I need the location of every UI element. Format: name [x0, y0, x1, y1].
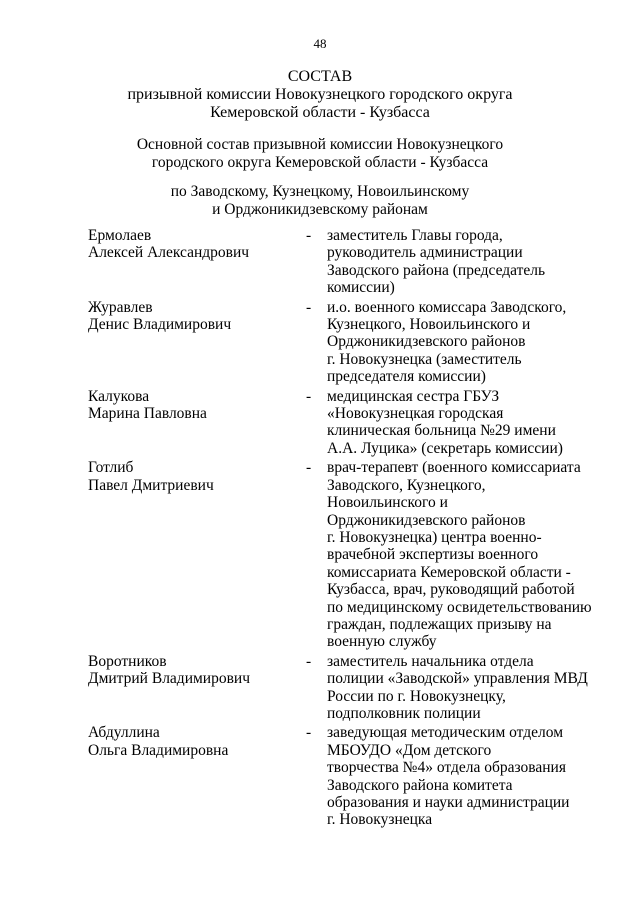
- member-role-line: руководитель администрации: [327, 244, 523, 262]
- member-name: [88, 653, 298, 688]
- member-entry: [0, 299, 640, 386]
- member-role-line: г. Новокузнецка: [327, 811, 433, 829]
- member-name-line: Павел Дмитриевич: [88, 476, 214, 494]
- member-role-line: А.А. Луцика» (секретарь комиссии): [327, 439, 563, 457]
- member-role-line: г. Новокузнецка (заместитель: [327, 350, 522, 368]
- member-role-line: Заводского, Кузнецкого,: [327, 476, 486, 494]
- member-role-line: Орджоникидзевского районов: [327, 511, 526, 529]
- member-role-line: Новоильинского и: [327, 494, 448, 512]
- dash-separator: -: [306, 298, 312, 316]
- member-name: [88, 724, 298, 759]
- member-role-line: «Новокузнецкая городская: [327, 405, 504, 423]
- member-role-line: граждан, подлежащих призыву на: [327, 615, 552, 633]
- member-role-line: Заводского района комитета: [327, 776, 513, 794]
- subtitle-line: призывной комиссии Новокузнецкого городского округа: [127, 86, 513, 103]
- member-role-line: медицинская сестра ГБУЗ: [327, 387, 500, 405]
- member-role-line: комиссариата Кемеровской области -: [327, 563, 571, 581]
- member-role-line: по медицинскому освидетельствованию: [327, 598, 592, 616]
- member-entry: [0, 653, 640, 723]
- member-role-line: заместитель начальника отдела: [327, 652, 534, 670]
- member-role-line: подполковник полиции: [327, 704, 481, 722]
- member-name: [88, 459, 298, 494]
- member-role: [327, 227, 597, 297]
- document-title: [0, 68, 640, 122]
- member-role: [327, 724, 597, 828]
- member-name-line: Ольга Владимировна: [88, 741, 229, 759]
- member-entry: [0, 227, 640, 297]
- title-line: СОСТАВ: [287, 68, 353, 85]
- member-role-line: военную службу: [327, 633, 437, 651]
- member-role-line: Орджоникидзевского районов: [327, 333, 526, 351]
- dash-separator: -: [306, 459, 312, 477]
- member-entry: [0, 724, 640, 828]
- member-name: [88, 227, 298, 262]
- dash-separator: -: [306, 387, 312, 405]
- member-name: [88, 388, 298, 423]
- heading-line: городского округа Кемеровской области - Кузбасса: [151, 154, 489, 171]
- member-role-line: комиссии): [327, 279, 395, 297]
- member-role-line: Заводского района (председатель: [327, 261, 546, 279]
- main-composition-heading: [0, 136, 640, 172]
- member-role-line: председателя комиссии): [327, 368, 486, 386]
- member-name-line: Калукова: [88, 387, 150, 405]
- member-name-line: Денис Владимирович: [88, 316, 232, 334]
- member-role-line: и.о. военного комиссара Заводского,: [327, 298, 567, 316]
- member-name-line: Воротников: [88, 652, 167, 670]
- heading-line: и Орджоникидзевскому районам: [212, 201, 428, 218]
- heading-line: по Заводскому, Кузнецкому, Новоильинскому: [170, 183, 470, 200]
- member-name-line: Журавлев: [88, 298, 153, 316]
- heading-line: Основной состав призывной комиссии Новокузнецкого: [136, 136, 504, 153]
- member-entry: [0, 459, 640, 650]
- member-name-line: Дмитрий Владимирович: [88, 670, 251, 688]
- member-name-line: Марина Павловна: [88, 405, 207, 423]
- member-role-line: образования и науки администрации: [327, 794, 570, 811]
- page-number: 48: [313, 36, 327, 51]
- member-entry: [0, 388, 640, 458]
- member-name: [88, 299, 298, 334]
- dash-separator: -: [306, 724, 312, 742]
- member-role-line: клиническая больница №29 имени: [327, 422, 556, 440]
- members-list: [0, 227, 640, 831]
- member-role: [327, 299, 597, 386]
- member-role-line: заведующая методическим отделом: [327, 724, 564, 742]
- member-role: [327, 459, 597, 650]
- member-name-line: Готлиб: [88, 459, 134, 477]
- member-role: [327, 388, 597, 458]
- member-role-line: творчества №4» отдела образования: [327, 759, 566, 777]
- subtitle-line: Кемеровской области - Кузбасса: [210, 104, 430, 121]
- member-role-line: заместитель Главы города,: [327, 227, 503, 244]
- member-role-line: врач-терапевт (военного комиссариата: [327, 459, 581, 477]
- member-role-line: Кузнецкого, Новоильинского и: [327, 316, 531, 334]
- districts-heading: [0, 183, 640, 219]
- member-role-line: полиции «Заводской» управления МВД: [327, 670, 588, 688]
- member-name-line: Ермолаев: [88, 227, 152, 244]
- member-role-line: МБОУДО «Дом детского: [327, 741, 492, 759]
- dash-separator: -: [306, 652, 312, 670]
- member-role-line: врачебной экспертизы военного: [327, 546, 539, 564]
- member-name-line: Абдуллина: [88, 724, 160, 742]
- member-name-line: Алексей Александрович: [88, 244, 250, 262]
- dash-separator: -: [306, 227, 312, 244]
- member-role-line: Кузбасса, врач, руководящий работой: [327, 581, 575, 599]
- member-role-line: г. Новокузнецка) центра военно-: [327, 528, 542, 546]
- member-role-line: России по г. Новокузнецку,: [327, 687, 506, 705]
- member-role: [327, 653, 597, 723]
